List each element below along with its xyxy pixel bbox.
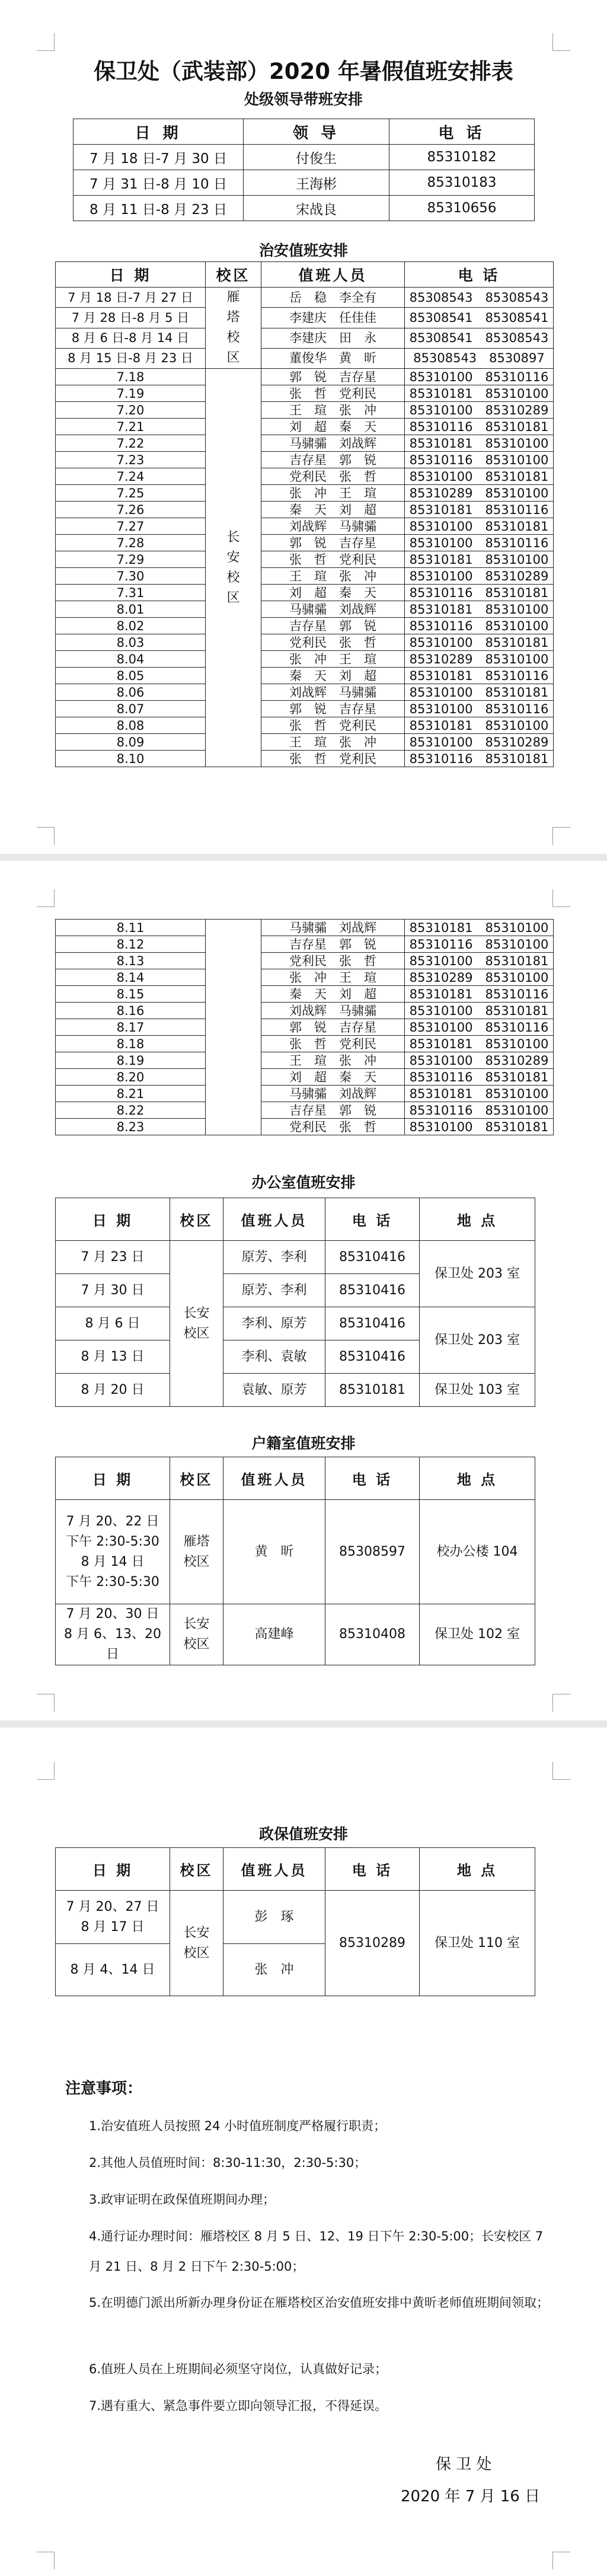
staff-cell: 张 冲 王 瑄 — [261, 969, 405, 986]
date-cell: 8.21 — [56, 1086, 206, 1102]
table-row — [56, 502, 554, 518]
column-header: 校区 — [170, 1848, 223, 1891]
staff-cell: 刘 超 秦 天 — [261, 585, 405, 601]
date-cell: 8.11 — [56, 920, 206, 936]
table-row — [56, 1019, 554, 1036]
note-item: 3.政审证明在政保值班期间办理； — [89, 2192, 276, 2207]
phone-cell: 85310100 85310289 — [405, 568, 554, 585]
crop-mark — [552, 827, 570, 845]
table-header-row — [56, 1198, 535, 1241]
column-header: 值班人员 — [261, 262, 405, 288]
date-cell: 8.10 — [56, 751, 206, 767]
phone-cell: 85310289 85310100 — [405, 969, 554, 986]
staff-cell: 党利民 张 哲 — [261, 634, 405, 651]
date-cell: 7.23 — [56, 452, 206, 468]
phone-cell: 85310100 85310289 — [405, 1052, 554, 1069]
campus-cell: 长安校区 — [170, 1891, 223, 1996]
staff-cell: 王 瑄 张 冲 — [261, 568, 405, 585]
phone-cell: 85310100 85310181 — [405, 518, 554, 535]
phone-cell: 85310100 85310181 — [405, 684, 554, 701]
date-line: 8 月 6、13、20 日 — [64, 1627, 161, 1662]
staff-cell: 刘战辉 马骕骦 — [261, 518, 405, 535]
household-registry-duty-table — [55, 1457, 535, 1665]
date-cell: 8.09 — [56, 734, 206, 751]
table-header-row — [56, 1848, 535, 1891]
phone-cell: 85310183 — [389, 170, 535, 196]
note-item: 1.治安值班人员按照 24 小时值班制度严格履行职责； — [89, 2119, 386, 2133]
staff-cell: 张 冲 王 瑄 — [261, 485, 405, 502]
phone-cell: 85310181 85310100 — [405, 920, 554, 936]
table-row — [56, 953, 554, 969]
table-row — [56, 535, 554, 551]
table-row — [56, 1052, 554, 1069]
date-cell: 8.07 — [56, 701, 206, 717]
location-cell: 保卫处 110 室 — [420, 1891, 535, 1996]
staff-cell: 原芳、李利 — [223, 1274, 325, 1307]
phone-cell: 85310100 85310116 — [405, 1019, 554, 1036]
phone-cell: 85308541 85308543 — [405, 328, 554, 348]
date-cell: 8.23 — [56, 1119, 206, 1135]
table-header-row — [56, 262, 554, 288]
column-header: 校区 — [206, 262, 261, 288]
phone-cell: 85310116 85310100 — [405, 1102, 554, 1119]
phone-cell: 85310116 85310100 — [405, 618, 554, 634]
staff-cell: 高建峰 — [223, 1604, 325, 1665]
crop-mark — [552, 33, 570, 51]
column-header: 日 期 — [74, 119, 244, 145]
phone-cell: 85310100 85310116 — [405, 701, 554, 717]
table-row — [56, 402, 554, 419]
table-header-row — [56, 1457, 535, 1500]
date-cell: 7.21 — [56, 419, 206, 435]
table-row — [56, 684, 554, 701]
staff-cell: 郭 锐 吉存星 — [261, 1019, 405, 1036]
table-row — [56, 920, 554, 936]
date-cell: 7.28 — [56, 535, 206, 551]
phone-cell: 85308541 85308541 — [405, 308, 554, 328]
table-row — [56, 601, 554, 618]
date-cell: 8.06 — [56, 684, 206, 701]
office-duty-table — [55, 1198, 535, 1407]
column-header: 值班人员 — [223, 1848, 325, 1891]
phone-cell: 85310181 85310116 — [405, 502, 554, 518]
date-line: 7 月 20、22 日 — [66, 1514, 159, 1529]
crop-mark — [552, 1762, 570, 1780]
date-cell: 8.12 — [56, 936, 206, 953]
phone-cell: 85308543 8530897 — [405, 348, 554, 368]
staff-cell: 马骕骦 刘战辉 — [261, 435, 405, 452]
column-header: 日 期 — [56, 1848, 170, 1891]
leader-cell: 宋战良 — [244, 196, 389, 221]
date-cell: 7.26 — [56, 502, 206, 518]
note-item: 5.在明德门派出所新办理身份证在雁塔校区治安值班安排中黄昕老师值班期间领取； — [89, 2296, 550, 2310]
date-cell: 8.17 — [56, 1019, 206, 1036]
column-header: 电 话 — [325, 1198, 420, 1241]
section-heading-office: 办公室值班安排 — [251, 1174, 356, 1191]
date-cell: 8.15 — [56, 986, 206, 1003]
phone-cell: 85310408 — [325, 1604, 420, 1665]
staff-cell: 郭 锐 吉存星 — [261, 535, 405, 551]
staff-cell: 郭 锐 吉存星 — [261, 369, 405, 385]
date-cell: 7 月 30 日 — [56, 1274, 170, 1307]
staff-cell: 岳 稳 李全有 — [261, 288, 405, 308]
date-cell — [56, 1604, 170, 1665]
phone-cell: 85308597 — [325, 1500, 420, 1604]
time-line: 下午 2:30-5:30 — [66, 1534, 159, 1549]
date-cell: 8.08 — [56, 717, 206, 734]
table-row — [56, 551, 554, 568]
phone-cell: 85310656 — [389, 196, 535, 221]
table-row — [56, 1604, 535, 1665]
date-line: 8 月 17 日 — [81, 1919, 145, 1935]
date-cell: 8.19 — [56, 1052, 206, 1069]
staff-cell: 张 哲 党利民 — [261, 1036, 405, 1052]
column-header: 地 点 — [420, 1848, 535, 1891]
campus-cell: 长安校区 — [170, 1241, 223, 1407]
table-row — [56, 435, 554, 452]
phone-cell: 85310100 85310181 — [405, 1119, 554, 1135]
table-row — [56, 518, 554, 535]
column-header: 校区 — [170, 1457, 223, 1500]
date-cell: 7.25 — [56, 485, 206, 502]
crop-mark — [552, 2552, 570, 2569]
date-cell: 8 月 11 日-8 月 23 日 — [74, 196, 244, 221]
staff-cell: 刘战辉 马骕骦 — [261, 684, 405, 701]
staff-cell: 刘战辉 马骕骦 — [261, 1003, 405, 1019]
date-line: 8 月 14 日 — [81, 1554, 145, 1569]
date-cell: 8 月 6 日-8 月 14 日 — [56, 328, 206, 348]
crop-mark — [552, 889, 570, 907]
staff-cell: 刘 超 秦 天 — [261, 1069, 405, 1086]
column-header: 值班人员 — [223, 1198, 325, 1241]
phone-cell: 85310181 85310116 — [405, 668, 554, 684]
table-row — [56, 328, 554, 348]
staff-cell: 张 哲 党利民 — [261, 385, 405, 402]
staff-cell: 郭 锐 吉存星 — [261, 701, 405, 717]
location-cell: 保卫处 203 室 — [420, 1241, 535, 1307]
staff-cell: 董俊华 黄 昕 — [261, 348, 405, 368]
phone-cell: 85310181 85310100 — [405, 717, 554, 734]
campus-cell — [206, 920, 261, 1135]
phone-cell: 85310416 — [325, 1307, 420, 1340]
date-cell: 8.03 — [56, 634, 206, 651]
column-header: 电 话 — [325, 1457, 420, 1500]
table-row — [56, 452, 554, 468]
date-cell: 7.24 — [56, 468, 206, 485]
table-row — [56, 969, 554, 986]
date-cell: 7 月 31 日-8 月 10 日 — [74, 170, 244, 196]
phone-cell: 85310181 — [325, 1374, 420, 1407]
location-cell: 校办公楼 104 — [420, 1500, 535, 1604]
staff-cell: 张 冲 — [223, 1944, 325, 1996]
security-duty-table — [55, 261, 554, 767]
column-header: 领 导 — [244, 119, 389, 145]
column-header: 值班人员 — [223, 1457, 325, 1500]
table-row — [56, 1119, 554, 1135]
table-row — [56, 288, 554, 308]
phone-cell: 85310100 85310116 — [405, 535, 554, 551]
table-row — [56, 419, 554, 435]
date-cell: 7.30 — [56, 568, 206, 585]
staff-cell: 秦 天 刘 超 — [261, 502, 405, 518]
staff-cell: 张 哲 党利民 — [261, 551, 405, 568]
phone-cell: 85310100 85310289 — [405, 402, 554, 419]
table-row — [56, 348, 554, 368]
staff-cell: 吉存星 郭 锐 — [261, 1102, 405, 1119]
table-row — [56, 751, 554, 767]
table-row — [56, 1241, 535, 1274]
date-cell: 7 月 18 日-7 月 30 日 — [74, 145, 244, 170]
table-row — [56, 1069, 554, 1086]
crop-mark — [37, 1694, 55, 1712]
staff-cell: 黄 昕 — [223, 1500, 325, 1604]
table-row — [56, 1307, 535, 1340]
note-item: 7.遇有重大、紧急事件要立即向领导汇报，不得延误。 — [89, 2399, 388, 2413]
column-header: 地 点 — [420, 1198, 535, 1241]
table-row — [74, 170, 535, 196]
table-row — [56, 308, 554, 328]
date-cell: 7.18 — [56, 369, 206, 385]
signature-date: 2020 年 7 月 16 日 — [401, 2488, 541, 2505]
date-cell: 7.19 — [56, 385, 206, 402]
table-row — [56, 986, 554, 1003]
phone-cell: 85310100 85310181 — [405, 634, 554, 651]
page-2 — [0, 861, 607, 1720]
date-cell: 8.14 — [56, 969, 206, 986]
table-row — [56, 369, 554, 385]
table-row — [56, 485, 554, 502]
phone-cell: 85310100 85310181 — [405, 953, 554, 969]
column-header: 电 话 — [389, 119, 535, 145]
staff-cell: 张 冲 王 瑄 — [261, 651, 405, 668]
date-cell: 8 月 13 日 — [56, 1340, 170, 1374]
phone-cell: 85310116 85310181 — [405, 1069, 554, 1086]
phone-cell: 85310100 85310289 — [405, 734, 554, 751]
date-cell: 8 月 4、14 日 — [56, 1944, 170, 1996]
campus-cell: 长安校区 — [206, 369, 261, 767]
staff-cell: 王 瑄 张 冲 — [261, 1052, 405, 1069]
staff-cell: 党利民 张 哲 — [261, 953, 405, 969]
notes-title: 注意事项： — [65, 2080, 143, 2098]
date-cell: 8 月 20 日 — [56, 1374, 170, 1407]
table-row — [56, 734, 554, 751]
date-cell: 7.20 — [56, 402, 206, 419]
location-cell: 保卫处 103 室 — [420, 1374, 535, 1407]
phone-cell: 85310416 — [325, 1340, 420, 1374]
table-header-row — [74, 119, 535, 145]
staff-cell: 李建庆 田 永 — [261, 328, 405, 348]
section-heading-huji: 户籍室值班安排 — [251, 1435, 356, 1452]
table-row — [56, 1003, 554, 1019]
table-row — [56, 1500, 535, 1604]
phone-cell: 85310116 85310181 — [405, 751, 554, 767]
table-row — [56, 651, 554, 668]
column-header: 日 期 — [56, 1457, 170, 1500]
crop-mark — [37, 889, 55, 907]
phone-cell: 85310100 85310181 — [405, 468, 554, 485]
location-cell: 保卫处 203 室 — [420, 1307, 535, 1374]
phone-cell: 85310116 85310100 — [405, 452, 554, 468]
staff-cell: 刘 超 秦 天 — [261, 419, 405, 435]
date-cell: 7.31 — [56, 585, 206, 601]
phone-cell: 85310181 85310100 — [405, 385, 554, 402]
security-duty-table-continued — [55, 919, 554, 1135]
staff-cell: 李建庆 任佳佳 — [261, 308, 405, 328]
date-cell: 7.29 — [56, 551, 206, 568]
campus-cell: 雁塔校区 — [170, 1500, 223, 1604]
column-header: 电 话 — [405, 262, 554, 288]
date-cell: 8.22 — [56, 1102, 206, 1119]
date-cell: 7.22 — [56, 435, 206, 452]
note-item: 2.其他人员值班时间：8:30-11:30，2:30-5:30； — [89, 2156, 367, 2170]
table-row — [56, 468, 554, 485]
location-cell: 保卫处 102 室 — [420, 1604, 535, 1665]
phone-cell: 85310116 85310181 — [405, 585, 554, 601]
page-3 — [0, 1728, 607, 2576]
leader-cell: 付俊生 — [244, 145, 389, 170]
table-row — [56, 618, 554, 634]
staff-cell: 王 瑄 张 冲 — [261, 734, 405, 751]
column-header: 校区 — [170, 1198, 223, 1241]
crop-mark — [37, 1762, 55, 1780]
staff-cell: 秦 天 刘 超 — [261, 986, 405, 1003]
date-line: 7 月 20、27 日 — [66, 1899, 159, 1914]
date-cell: 7 月 28 日-8 月 5 日 — [56, 308, 206, 328]
phone-cell: 85310181 85310100 — [405, 1086, 554, 1102]
table-row — [56, 936, 554, 953]
political-security-duty-table — [55, 1847, 535, 1996]
date-cell — [56, 1500, 170, 1604]
table-row — [56, 568, 554, 585]
date-cell: 7.27 — [56, 518, 206, 535]
leader-cell: 王海彬 — [244, 170, 389, 196]
phone-cell: 85310116 85310181 — [405, 419, 554, 435]
signature-org: 保 卫 处 — [436, 2456, 492, 2473]
date-cell: 7 月 18 日-7 月 27 日 — [56, 288, 206, 308]
staff-cell: 吉存星 郭 锐 — [261, 936, 405, 953]
note-item: 6.值班人员在上班期间必须坚守岗位，认真做好记录； — [89, 2362, 388, 2376]
date-cell: 8.18 — [56, 1036, 206, 1052]
date-cell: 8.16 — [56, 1003, 206, 1019]
crop-mark — [37, 2552, 55, 2569]
phone-cell: 85308543 85308543 — [405, 288, 554, 308]
staff-cell: 张 哲 党利民 — [261, 751, 405, 767]
campus-cell: 长安校区 — [170, 1604, 223, 1665]
staff-cell: 李利、原芳 — [223, 1307, 325, 1340]
date-line: 7 月 20、30 日 — [66, 1607, 159, 1621]
staff-cell: 袁敏、原芳 — [223, 1374, 325, 1407]
date-cell: 8.20 — [56, 1069, 206, 1086]
crop-mark — [37, 827, 55, 845]
table-row — [56, 585, 554, 601]
phone-cell: 85310289 — [325, 1891, 420, 1996]
phone-cell: 85310100 85310181 — [405, 1003, 554, 1019]
date-cell: 8.01 — [56, 601, 206, 618]
column-header: 地 点 — [420, 1457, 535, 1500]
staff-cell: 马骕骦 刘战辉 — [261, 601, 405, 618]
phone-cell: 85310181 85310100 — [405, 1036, 554, 1052]
crop-mark — [552, 1694, 570, 1712]
campus-cell: 雁塔校区 — [206, 288, 261, 369]
staff-cell: 张 哲 党利民 — [261, 717, 405, 734]
date-cell: 8.04 — [56, 651, 206, 668]
date-cell: 8.05 — [56, 668, 206, 684]
table-row — [56, 1036, 554, 1052]
time-line: 下午 2:30-5:30 — [66, 1574, 159, 1589]
staff-cell: 秦 天 刘 超 — [261, 668, 405, 684]
date-cell: 7 月 23 日 — [56, 1241, 170, 1274]
staff-cell: 王 瑄 张 冲 — [261, 402, 405, 419]
table-row — [74, 196, 535, 221]
section-heading-security: 治安值班安排 — [258, 242, 348, 259]
phone-cell: 85310289 85310100 — [405, 485, 554, 502]
staff-cell: 党利民 张 哲 — [261, 1119, 405, 1135]
staff-cell: 吉存星 郭 锐 — [261, 618, 405, 634]
phone-cell: 85310116 85310100 — [405, 936, 554, 953]
phone-cell: 85310182 — [389, 145, 535, 170]
phone-cell: 85310181 85310100 — [405, 435, 554, 452]
table-row — [56, 668, 554, 684]
note-item: 4.通行证办理时间：雁塔校区 8 月 5 日、12、19 日下午 2:30-5:00；长安校区 7 月 21 日、8 月 2 日下午 2:30-5:00； — [89, 2229, 544, 2274]
phone-cell: 85310416 — [325, 1274, 420, 1307]
section-heading-leaders: 处级领导带班安排 — [244, 91, 363, 108]
page-1 — [0, 0, 607, 854]
leaders-table — [73, 119, 535, 221]
phone-cell: 85310181 85310116 — [405, 986, 554, 1003]
table-row — [56, 701, 554, 717]
phone-cell: 85310181 85310100 — [405, 601, 554, 618]
staff-cell: 党利民 张 哲 — [261, 468, 405, 485]
section-heading-political: 政保值班安排 — [258, 1825, 348, 1843]
staff-cell: 吉存星 郭 锐 — [261, 452, 405, 468]
page-title: 保卫处（武装部）2020 年暑假值班安排表 — [94, 59, 513, 84]
column-header: 日 期 — [56, 1198, 170, 1241]
table-row — [74, 145, 535, 170]
staff-cell: 彭 琢 — [223, 1891, 325, 1944]
phone-cell: 85310100 85310116 — [405, 369, 554, 385]
staff-cell: 原芳、李利 — [223, 1241, 325, 1274]
table-row — [56, 1891, 535, 1944]
table-row — [56, 385, 554, 402]
table-row — [56, 1374, 535, 1407]
staff-cell: 马骕骦 刘战辉 — [261, 920, 405, 936]
date-cell: 8 月 15 日-8 月 23 日 — [56, 348, 206, 368]
phone-cell: 85310416 — [325, 1241, 420, 1274]
date-cell: 8.02 — [56, 618, 206, 634]
phone-cell: 85310181 85310100 — [405, 551, 554, 568]
table-row — [56, 1086, 554, 1102]
date-cell: 8.13 — [56, 953, 206, 969]
staff-cell: 马骕骦 刘战辉 — [261, 1086, 405, 1102]
date-cell — [56, 1891, 170, 1944]
phone-cell: 85310289 85310100 — [405, 651, 554, 668]
staff-cell: 李利、袁敏 — [223, 1340, 325, 1374]
date-cell: 8 月 6 日 — [56, 1307, 170, 1340]
column-header: 电 话 — [325, 1848, 420, 1891]
table-row — [56, 1102, 554, 1119]
table-row — [56, 717, 554, 734]
column-header: 日 期 — [56, 262, 206, 288]
table-row — [56, 634, 554, 651]
crop-mark — [37, 33, 55, 51]
